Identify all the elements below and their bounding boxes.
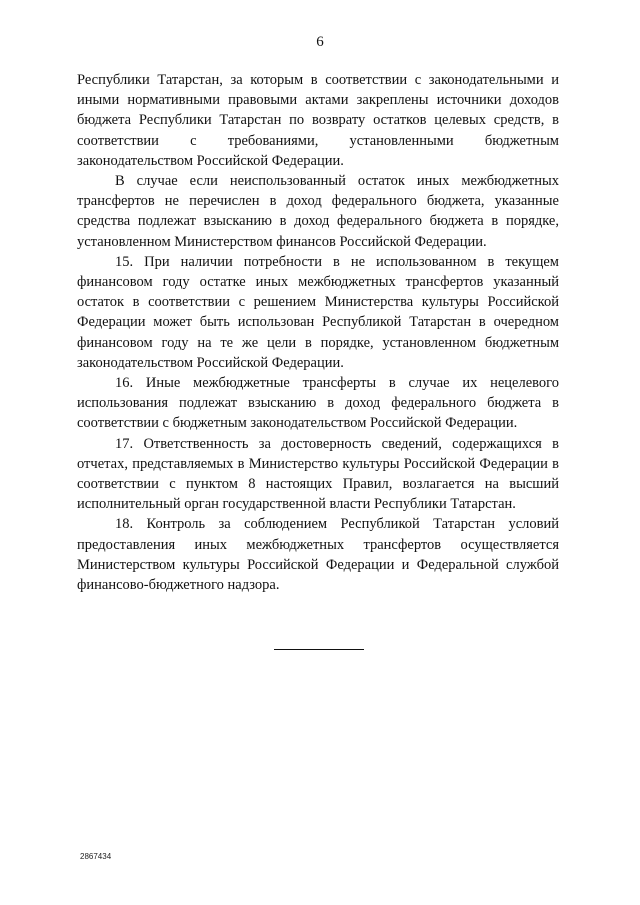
paragraph-item-16: 16. Иные межбюджетные трансферты в случае их нецелевого использования подлежат взысканию в доход федерального бюджета в соответствии с бюджетным законодательством Российской Федерации. — [77, 375, 559, 432]
paragraph-item-15: 15. При наличии потребности в не использованном в текущем финансовом году остатке иных межбюджетных трансфертов указанный остаток в соответствии с решением Министерства культуры Российской Федерации может быть использован Республикой Татарстан в очередном финансовом году на те же цели в порядке, установленном бюджетным законодательством Российской Федерации. — [77, 253, 559, 371]
page-number: 6 — [316, 34, 324, 50]
paragraph-item-18: 18. Контроль за соблюдением Республикой Татарстан условий предоставления иных межбюджетных трансфертов осуществляется Министерством культуры Российской Федерации и Федеральной службой финансово-бюджетного надзора. — [77, 516, 559, 594]
paragraph-item-17: 17. Ответственность за достоверность сведений, содержащихся в отчетах, представляемых в Министерство культуры Российской Федерации в соответствии с пунктом 8 настоящих Правил, возлагается на высший исполнительный орган государственной власти Республики Татарстан. — [77, 435, 559, 513]
document-code: 2867434 — [80, 852, 112, 861]
paragraph-unused-balance: В случае если неиспользованный остаток иных межбюджетных трансфертов не перечислен в доход федерального бюджета, указанные средства подлежат взысканию в доход федерального бюджета в порядке, установленном Министерством финансов Российской Федерации. — [77, 173, 559, 250]
paragraph-continuation: Республики Татарстан, за которым в соответствии с законодательными и иными нормативными правовыми актами закреплены источники доходов бюджета Республики Татарстан по возврату остатков целевых средств, в соответствии с требованиями, установленными бюджетным законодательством Российской Федерации. — [77, 72, 559, 169]
end-separator-line — [274, 649, 364, 650]
document-body — [77, 70, 559, 595]
